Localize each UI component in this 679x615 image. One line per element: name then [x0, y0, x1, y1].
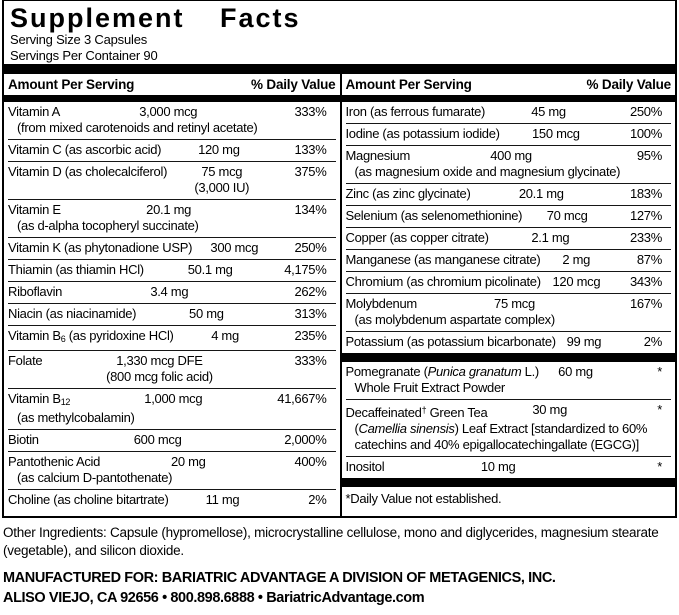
- nutrient-row: [8, 490, 336, 511]
- nutrient-row: [8, 351, 336, 389]
- nutrient-subtext: (as molybdenum aspartate complex): [354, 312, 555, 327]
- column-header-dv: % Daily Value: [586, 77, 671, 92]
- nutrient-row: [8, 430, 336, 452]
- nutrient-subtext: (from mixed carotenoids and retinyl acetate): [17, 120, 258, 135]
- nutrient-row: [346, 146, 672, 184]
- facts-header: [4, 1, 675, 64]
- nutrient-row: [8, 140, 336, 162]
- nutrient-daily-value: 250%: [294, 240, 327, 255]
- nutrient-name: Vitamin A: [8, 104, 60, 119]
- nutrient-amount: 20.1 mg: [518, 186, 564, 201]
- facts-box: [2, 0, 677, 518]
- nutrient-row: [8, 282, 336, 304]
- nutrient-row: [8, 200, 336, 238]
- nutrient-amount: 3.4 mg: [150, 284, 189, 299]
- nutrient-name: Folate: [8, 353, 43, 368]
- nutrient-daily-value: 2%: [308, 492, 327, 507]
- divider-bar: [4, 95, 340, 102]
- nutrient-daily-value: 375%: [294, 164, 327, 179]
- nutrient-name: Iron (as ferrous fumarate): [345, 104, 486, 119]
- nutrient-amount: 11 mg: [205, 492, 240, 507]
- nutrient-name: Vitamin D (as cholecalciferol): [8, 164, 168, 179]
- nutrient-row: [346, 400, 672, 457]
- nutrient-name: Riboflavin: [8, 284, 63, 299]
- nutrient-amount: 2.1 mg: [531, 230, 570, 245]
- nutrient-daily-value: 313%: [294, 306, 327, 321]
- nutrient-name: Molybdenum: [345, 296, 417, 311]
- nutrient-name: Magnesium: [345, 148, 410, 163]
- nutrient-daily-value: 400%: [294, 454, 327, 469]
- nutrient-name: Pomegranate (Punica granatum L.): [345, 364, 539, 379]
- nutrient-amount: 99 mg: [566, 334, 602, 349]
- nutrient-name: Potassium (as potassium bicarbonate): [345, 334, 556, 349]
- nutrient-daily-value: 167%: [629, 296, 662, 311]
- nutrient-amount: 2 mg: [562, 252, 591, 267]
- nutrient-amount: 20 mg: [170, 454, 206, 469]
- nutrient-row: [346, 272, 672, 294]
- nutrient-amount: 300 mcg: [210, 240, 259, 255]
- nutrient-name: Selenium (as selenomethionine): [345, 208, 523, 223]
- column-header: [8, 74, 336, 95]
- nutrient-amount: 3,000 mcg: [139, 104, 198, 119]
- dv-footnote: *Daily Value not established.: [345, 491, 502, 506]
- nutrient-subtext: (Camellia sinensis) Leaf Extract [standardized to 60% catechins and 40% epigallocatechingallate (EGCG)]: [354, 421, 648, 452]
- nutrient-row: [346, 362, 672, 400]
- nutrient-name: Thiamin (as thiamin HCl): [8, 262, 144, 277]
- nutrient-amount: 600 mcg: [133, 432, 182, 447]
- nutrient-row: [8, 238, 336, 260]
- nutrient-daily-value: 127%: [629, 208, 662, 223]
- page-title: Supplement Facts: [10, 3, 301, 33]
- manufacturer-block: [0, 559, 679, 608]
- nutrient-subtext: (as d-alpha tocopheryl succinate): [17, 218, 199, 233]
- nutrient-daily-value: 134%: [294, 202, 327, 217]
- nutrient-amount: 150 mcg: [531, 126, 580, 141]
- nutrient-subtext: (as magnesium oxide and magnesium glycinate): [354, 164, 621, 179]
- nutrient-row: [346, 124, 672, 146]
- left-nutrient-rows: [8, 102, 336, 511]
- nutrient-name: Decaffeinated† Green Tea: [345, 405, 488, 420]
- divider-bar: [342, 95, 676, 102]
- nutrient-amount: 4 mg: [211, 328, 239, 343]
- nutrient-amount: 1,330 mcg DFE (800 mcg folic acid): [106, 353, 213, 384]
- nutrient-name: Vitamin K (as phytonadione USP): [8, 240, 193, 255]
- nutrient-row: [8, 304, 336, 326]
- nutrient-name: Vitamin $B_{12}$: [8, 391, 71, 407]
- nutrient-name: Zinc (as zinc glycinate): [345, 186, 471, 201]
- column-header: [346, 74, 672, 95]
- nutrient-amount: 400 mg: [490, 148, 532, 163]
- nutrient-row: [346, 228, 672, 250]
- nutrient-name: Vitamin C (as ascorbic acid): [8, 142, 162, 157]
- nutrient-amount: 70 mcg: [546, 208, 588, 223]
- nutrient-amount: 10 mg: [480, 459, 516, 474]
- divider-bar: [342, 64, 676, 74]
- nutrient-daily-value: 333%: [294, 104, 327, 119]
- nutrient-amount: 120 mg: [198, 142, 240, 157]
- nutrient-row: [346, 332, 672, 353]
- nutrient-amount: 50.1 mg: [187, 262, 233, 277]
- nutrient-daily-value: 100%: [629, 126, 662, 141]
- nutrient-daily-value: 262%: [294, 284, 327, 299]
- nutrient-row: [8, 162, 336, 200]
- nutrient-amount: 20.1 mg: [146, 202, 192, 217]
- nutrient-amount: 75 mcg (3,000 IU): [194, 164, 250, 195]
- nutrient-daily-value: 133%: [294, 142, 327, 157]
- nutrient-daily-value: *: [657, 459, 662, 474]
- nutrient-name: Choline (as choline bitartrate): [8, 492, 169, 507]
- column-header-dv: % Daily Value: [251, 77, 336, 92]
- nutrient-name: Biotin: [8, 432, 39, 447]
- nutrient-row: [8, 452, 336, 490]
- botanical-rows: [346, 362, 672, 478]
- nutrient-name: Pantothenic Acid: [8, 454, 101, 469]
- nutrient-daily-value: 343%: [629, 274, 662, 289]
- nutrient-daily-value: 235%: [294, 328, 327, 343]
- servings-per-container: Servings Per Container 90: [10, 47, 158, 63]
- nutrient-name: Vitamin $B_6$ (as pyridoxine HCl): [8, 328, 174, 344]
- nutrient-row: [8, 389, 336, 430]
- nutrient-row: [346, 457, 672, 478]
- nutrient-amount: 120 mcg: [552, 274, 601, 289]
- nutrient-amount: 60 mg: [558, 364, 593, 379]
- nutrient-subtext: Whole Fruit Extract Powder: [354, 380, 505, 395]
- nutrient-name: Inositol: [345, 459, 385, 474]
- nutrient-amount: 1,000 mcg: [144, 391, 203, 406]
- nutrient-daily-value: *: [657, 364, 662, 379]
- divider-bar: [342, 478, 676, 487]
- nutrient-row: [346, 294, 672, 332]
- nutrient-row: [346, 102, 672, 124]
- nutrient-daily-value: 2%: [643, 334, 662, 349]
- nutrient-subtext: (as calcium D-pantothenate): [17, 470, 173, 485]
- nutrient-daily-value: 41,667%: [277, 391, 327, 406]
- nutrient-row: [346, 250, 672, 272]
- nutrient-name: Iodine (as potassium iodide): [345, 126, 500, 141]
- column-header-amount: Amount Per Serving: [345, 77, 472, 92]
- nutrient-daily-value: 183%: [629, 186, 662, 201]
- serving-size: Serving Size 3 Capsules: [10, 32, 148, 47]
- divider-bar: [342, 353, 676, 362]
- nutrient-amount: 75 mcg: [494, 296, 535, 311]
- nutrient-daily-value: 4,175%: [284, 262, 327, 277]
- nutrient-row: [8, 326, 336, 351]
- nutrient-row: [8, 102, 336, 140]
- facts-columns: [4, 64, 675, 516]
- nutrient-subtext: (as methylcobalamin): [17, 410, 135, 425]
- nutrient-row: [346, 206, 672, 228]
- other-ingredients: Other Ingredients: Capsule (hypromellose), microcrystalline cellulose, mono and diglycerides, magnesium stearate (vegetable), and silicon dioxide.: [3, 525, 659, 558]
- nutrient-daily-value: 87%: [636, 252, 662, 267]
- nutrient-name: Chromium (as chromium picolinate): [345, 274, 541, 289]
- left-column: [4, 64, 340, 516]
- nutrient-name: Niacin (as niacinamide): [8, 306, 137, 321]
- nutrient-row: [346, 184, 672, 206]
- nutrient-daily-value: 250%: [629, 104, 662, 119]
- manufactured-for-line: MANUFACTURED FOR: BARIATRIC ADVANTAGE A DIVISION OF METAGENICS, INC.: [3, 570, 556, 586]
- nutrient-daily-value: 95%: [636, 148, 662, 163]
- right-column: [340, 64, 676, 516]
- nutrient-daily-value: 333%: [294, 353, 327, 368]
- nutrient-daily-value: 233%: [629, 230, 662, 245]
- nutrient-daily-value: 2,000%: [284, 432, 327, 447]
- divider-bar: [4, 64, 340, 74]
- nutrient-row: [8, 260, 336, 282]
- nutrient-name: Manganese (as manganese citrate): [345, 252, 541, 267]
- nutrient-daily-value: *: [657, 402, 662, 417]
- nutrient-name: Copper (as copper citrate): [345, 230, 489, 245]
- mineral-rows: [346, 102, 672, 353]
- nutrient-amount: 45 mg: [531, 104, 566, 119]
- nutrient-amount: 50 mg: [189, 306, 224, 321]
- address-line: ALISO VIEJO, CA 92656 • 800.898.6888 • BariatricAdvantage.com: [3, 589, 425, 606]
- column-header-amount: Amount Per Serving: [8, 77, 135, 92]
- nutrient-amount: 30 mg: [532, 402, 568, 417]
- nutrient-name: Vitamin E: [8, 202, 61, 217]
